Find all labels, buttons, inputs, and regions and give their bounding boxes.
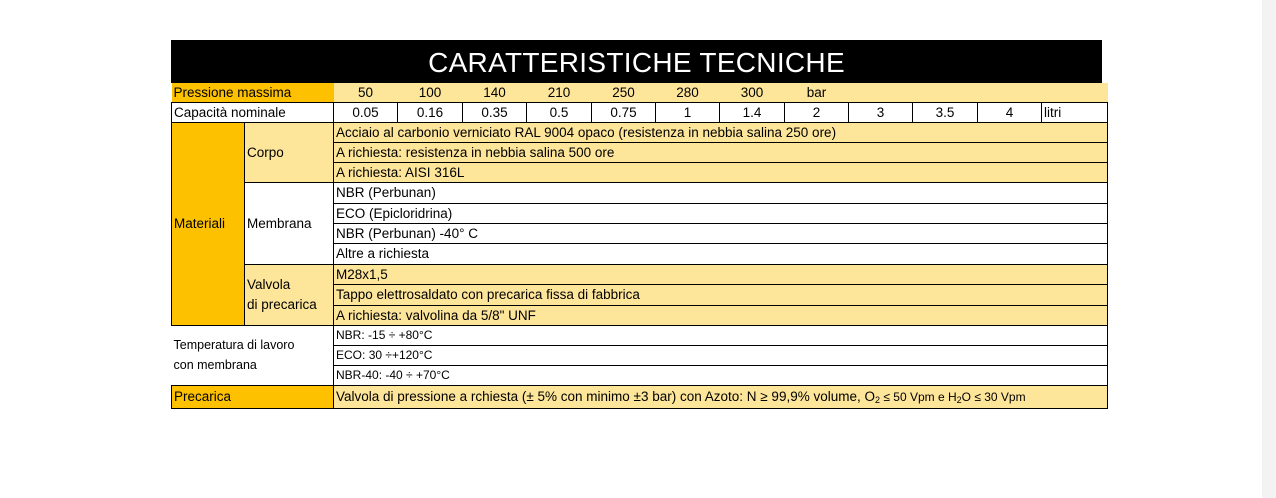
- capacity-unit: litri: [1042, 102, 1108, 122]
- corpo-spec: Acciaio al carbonio verniciato RAL 9004 opaco (resistenza in nebbia salina 250 ore): [334, 122, 1108, 142]
- membrana-row: [172, 182, 1108, 203]
- pressure-value: 100: [398, 83, 463, 102]
- pressure-value: 140: [463, 83, 527, 102]
- capacity-value: 1.4: [720, 102, 785, 122]
- valvola-label-line1: Valvola: [247, 276, 291, 292]
- pressure-value: 250: [592, 83, 656, 102]
- temperature-spec: NBR: -15 ÷ +80°C: [334, 325, 1108, 345]
- temperature-row: [172, 325, 1108, 345]
- membrana-label: Membrana: [245, 182, 334, 264]
- membrana-spec: NBR (Perbunan): [334, 182, 1108, 203]
- sheet-title: CARATTERISTICHE TECNICHE: [171, 40, 1102, 83]
- temperature-spec: NBR-40: -40 ÷ +70°C: [334, 365, 1108, 385]
- capacity-value: 3: [849, 102, 913, 122]
- valvola-label: [245, 264, 334, 325]
- membrana-spec: NBR (Perbunan) -40° C: [334, 223, 1108, 243]
- valvola-spec: A richiesta: valvolina da 5/8" UNF: [334, 305, 1108, 325]
- capacity-value: 0.75: [592, 102, 656, 122]
- capacity-label: Capacità nominale: [172, 102, 334, 122]
- capacity-value: 2: [785, 102, 849, 122]
- materials-label: Materiali: [172, 122, 245, 325]
- o2-subscript: 2: [875, 395, 881, 405]
- pressure-value: 280: [656, 83, 720, 102]
- membrana-spec: Altre a richiesta: [334, 243, 1108, 264]
- capacity-value: 1: [656, 102, 720, 122]
- valvola-label-line2: di precarica: [247, 296, 317, 312]
- valvola-row: [172, 264, 1108, 284]
- technical-specs-sheet: [171, 40, 1102, 409]
- precarica-text: Valvola di pressione a rchiesta (± 5% con minimo ±3 bar) con Azoto: N ≥ 99,9% volume, O: [336, 389, 875, 404]
- precarica-spec: [334, 385, 1108, 408]
- valvola-spec: Tappo elettrosaldato con precarica fissa di fabbrica: [334, 284, 1108, 305]
- precarica-o2-tail: ≤ 50 Vpm e H: [880, 390, 957, 404]
- temperature-label: [172, 325, 334, 385]
- scrollbar-gutter: [1262, 0, 1276, 498]
- capacity-value: 0.05: [334, 102, 398, 122]
- h2o-subscript: 2: [956, 395, 962, 405]
- pressure-value: 300: [720, 83, 785, 102]
- capacity-row: [172, 102, 1108, 122]
- temperature-spec: ECO: 30 ÷+120°C: [334, 345, 1108, 365]
- precarica-h2o-tail: O ≤ 30 Vpm: [961, 390, 1026, 404]
- corpo-spec: A richiesta: AISI 316L: [334, 162, 1108, 182]
- pressure-unit: bar: [785, 83, 849, 102]
- corpo-label: Corpo: [245, 122, 334, 182]
- valvola-spec: M28x1,5: [334, 264, 1108, 284]
- temperature-label-line2: con membrana: [173, 358, 257, 372]
- capacity-value: 0.35: [463, 102, 527, 122]
- pressure-label: Pressione massima: [172, 83, 334, 102]
- corpo-spec: A richiesta: resistenza in nebbia salina 500 ore: [334, 142, 1108, 162]
- precarica-row: [172, 385, 1108, 408]
- pressure-value: 210: [527, 83, 592, 102]
- specs-table: [171, 83, 1108, 409]
- pressure-row: [172, 83, 1108, 102]
- capacity-value: 4: [978, 102, 1042, 122]
- capacity-value: 3.5: [913, 102, 978, 122]
- precarica-label: Precarica: [172, 385, 334, 408]
- corpo-row: [172, 122, 1108, 142]
- pressure-value: 50: [334, 83, 398, 102]
- capacity-value: 0.5: [527, 102, 592, 122]
- temperature-label-line1: Temperatura di lavoro: [173, 338, 295, 352]
- capacity-value: 0.16: [398, 102, 463, 122]
- membrana-spec: ECO (Epicloridrina): [334, 203, 1108, 223]
